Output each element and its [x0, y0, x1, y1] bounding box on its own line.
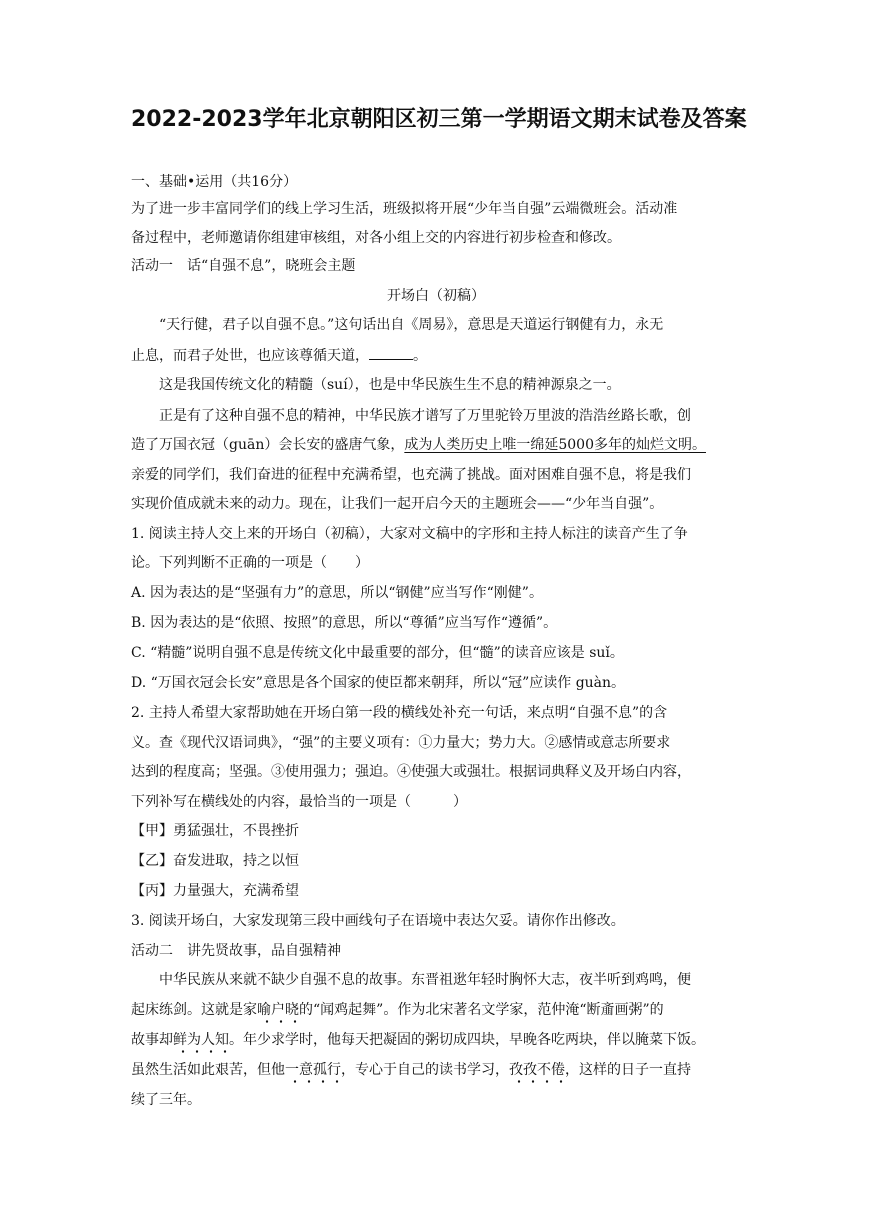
- question-1-stem-1: 1. 阅读主持人交上来的开场白（初稿），大家对文稿中的字形和主持人标注的读音产生了争: [131, 526, 688, 542]
- opening-para-1-line-1: “天行健，君子以自强不息。”这句话出自《周易》，意思是天道运行钢健有力，永无: [159, 317, 664, 333]
- question-2-option-yi: 【乙】奋发进取，持之以恒: [131, 853, 299, 869]
- question-1-option-b: B. 因为表达的是“依照、按照”的意思，所以“尊循”应当写作“遵循”。: [131, 615, 558, 631]
- story-text: 虽然生活如此艰苦，但他: [131, 1062, 285, 1078]
- story-line-1: 中华民族从来就不缺少自强不息的故事。东晋祖逖年轻时胸怀大志，夜半听到鸡鸣，便: [159, 972, 691, 988]
- story-line-4: [131, 1060, 741, 1080]
- question-2-stem-3: 达到的程度高；坚强。③使用强力；强迫。④使强大或强壮。根据词典释义及开场白内容，: [131, 764, 691, 780]
- story-text: ，专心于自己的读书学习，: [341, 1062, 509, 1078]
- opening-para-1-end: 。: [413, 348, 427, 364]
- opening-para-3-line-3: 亲爱的同学们，我们奋进的征程中充满希望，也充满了挑战。面对困难自强不息，将是我们: [131, 467, 691, 483]
- fill-in-blank[interactable]: [369, 345, 413, 360]
- activity-1-heading: 活动一 话“自强不息”，晓班会主题: [131, 258, 356, 274]
- dotted-word-3: 一意孤行: [285, 1062, 341, 1078]
- story-text: 的“闻鸡起舞”。作为北宋著名文学家，范仲淹“断齑画粥”的: [299, 1002, 664, 1018]
- story-line-5: 续了三年。: [131, 1092, 201, 1108]
- story-line-3: [131, 1030, 741, 1050]
- opening-para-3-line-1: 正是有了这种自强不息的精神，中华民族才谱写了万里驼铃万里波的浩浩丝路长歌，创: [159, 408, 691, 424]
- question-1-option-c: C. “精髓”说明自强不息是传统文化中最重要的部分，但“髓”的读音应该是 suǐ。: [131, 645, 624, 661]
- opening-para-1-text: 止息，而君子处世，也应该尊循天道，: [131, 348, 369, 364]
- question-2-stem-1: 2. 主持人希望大家帮助她在开场白第一段的横线处补充一句话，来点明“自强不息”的含: [131, 705, 668, 721]
- question-2-option-jia: 【甲】勇猛强壮，不畏挫折: [131, 823, 299, 839]
- story-text: 。年少求学时，他每天把凝固的粥切成四块，早晚各吃两块，伴以腌菜下饭。: [229, 1032, 705, 1048]
- opening-para-1-line-2: [131, 345, 741, 366]
- underlined-sentence: 成为人类历史上唯一绵延5000多年的灿烂文明。: [404, 437, 706, 453]
- story-text: ，这样的日子一直持: [565, 1062, 691, 1078]
- story-line-2: [131, 1000, 741, 1020]
- opening-para-3-line-4: 实现价值成就未来的动力。现在，让我们一起开启今天的主题班会——“少年当自强”。: [131, 496, 664, 512]
- intro-line-1: 为了进一步丰富同学们的线上学习生活，班级拟将开展“少年当自强”云端微班会。活动准: [131, 201, 678, 217]
- question-3: 3. 阅读开场白，大家发现第三段中画线句子在语境中表达欠妥。请你作出修改。: [131, 913, 625, 929]
- story-text: 故事却: [131, 1032, 173, 1048]
- opening-para-3-text: 造了万国衣冠（guān）会长安的盛唐气象，: [131, 437, 405, 453]
- opening-para-3-line-2: [131, 435, 741, 455]
- question-1-option-d: D. “万国衣冠会长安”意思是各个国家的使臣都来朝拜，所以“冠”应读作 guàn。: [131, 675, 626, 691]
- opening-para-2: 这是我国传统文化的精髓（suí），也是中华民族生生不息的精神源泉之一。: [159, 377, 621, 393]
- activity-2-heading: 活动二 讲先贤故事，品自强精神: [131, 943, 341, 959]
- question-2-stem-4: 下列补写在横线处的内容，最恰当的一项是（ ）: [131, 794, 467, 810]
- question-1-option-a: A. 因为表达的是“坚强有力”的意思，所以“钢健”应当写作“刚健”。: [131, 585, 543, 601]
- draft-title: 开场白（初稿）: [387, 288, 485, 304]
- question-2-option-bing: 【丙】力量强大，充满希望: [131, 883, 299, 899]
- story-text: 起床练剑。这就是家: [131, 1002, 257, 1018]
- intro-line-2: 备过程中，老师邀请你组建审核组，对各小组上交的内容进行初步检查和修改。: [131, 230, 621, 246]
- page-title: 2022-2023学年北京朝阳区初三第一学期语文期末试卷及答案: [131, 107, 747, 132]
- dotted-word-2: 鲜为人知: [173, 1032, 229, 1048]
- question-2-stem-2: 义。查《现代汉语词典》，“强”的主要义项有：①力量大；势力大。②感情或意志所要求: [131, 735, 671, 751]
- dotted-word-4: 孜孜不倦: [509, 1062, 565, 1078]
- dotted-word-1: 喻户晓: [257, 1002, 299, 1018]
- section-heading: 一、基础•运用（共16分）: [131, 174, 298, 190]
- question-1-stem-2: 论。下列判断不正确的一项是（ ）: [131, 555, 369, 571]
